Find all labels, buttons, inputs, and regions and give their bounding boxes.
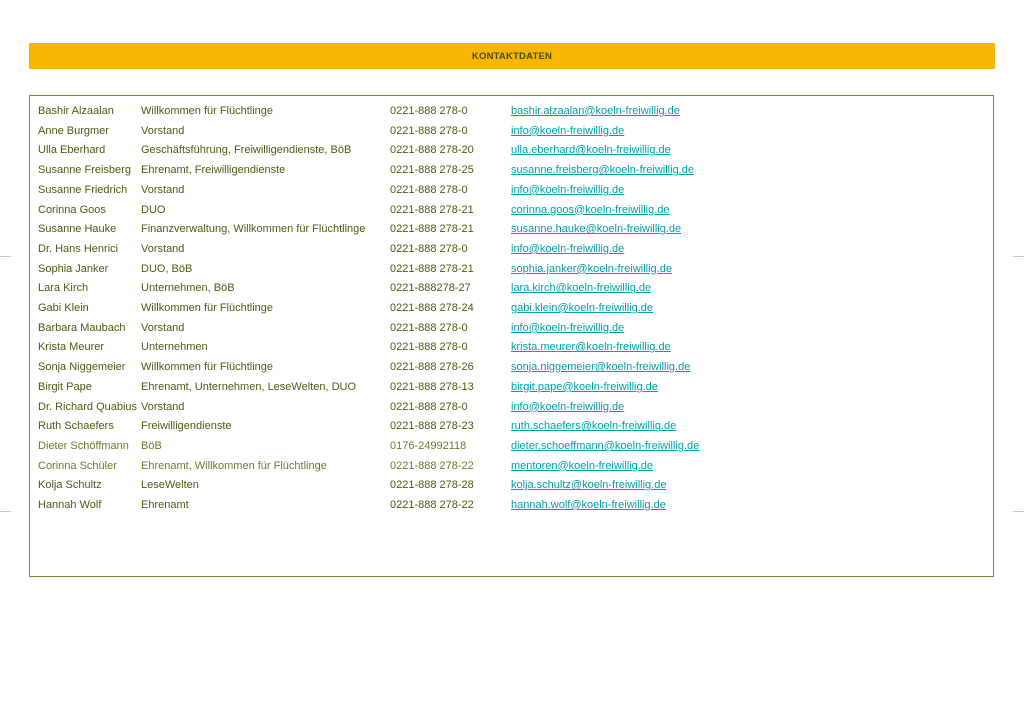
contact-email-link[interactable]: info@koeln-freiwillig.de <box>511 321 625 334</box>
contact-phone: 0221-888 278-26 <box>390 361 474 374</box>
contact-row <box>30 299 993 317</box>
header-bar <box>29 43 995 69</box>
contact-email-link[interactable]: dieter.schoeffmann@koeln-freiwillig.de <box>511 439 700 452</box>
contact-email-link[interactable]: ulla.eberhard@koeln-freiwillig.de <box>511 144 671 157</box>
contact-name: Barbara Maubach <box>38 321 126 334</box>
contact-phone: 0221-888 278-0 <box>390 124 468 137</box>
contact-phone: 0221-888278-27 <box>390 282 471 295</box>
contact-phone: 0221-888 278-22 <box>390 459 474 472</box>
contact-phone: 0221-888 278-20 <box>390 144 474 157</box>
contact-name: Susanne Friedrich <box>38 183 128 196</box>
contact-name: Birgit Pape <box>38 380 92 393</box>
contact-role: Unternehmen, BöB <box>141 282 235 295</box>
contact-name: Lara Kirch <box>38 282 89 295</box>
contact-phone: 0221-888 278-13 <box>390 380 474 393</box>
contact-name: Sonja Niggemeier <box>38 361 126 374</box>
contact-role: Freiwilligendienste <box>141 420 232 433</box>
contact-email-link[interactable]: krista.meurer@koeln-freiwillig.de <box>511 341 671 354</box>
crop-mark <box>1013 511 1024 512</box>
contact-role: Geschäftsführung, Freiwilligendienste, BöB <box>141 144 352 157</box>
contact-name: Anne Burgmer <box>38 124 109 137</box>
contact-role: Ehrenamt, Willkommen für Flüchtlinge <box>141 459 327 472</box>
contact-phone: 0176-24992118 <box>390 439 467 452</box>
contact-row <box>30 122 993 140</box>
contact-phone: 0221-888 278-0 <box>390 183 468 196</box>
contact-email-link[interactable]: info@koeln-freiwillig.de <box>511 183 625 196</box>
contact-phone: 0221-888 278-21 <box>390 262 474 275</box>
contact-role: Finanzverwaltung, Willkommen für Flüchtlinge <box>141 223 366 236</box>
contact-role: Vorstand <box>141 183 185 196</box>
contact-role: Vorstand <box>141 242 185 255</box>
contact-phone: 0221-888 278-21 <box>390 223 474 236</box>
contact-name: Susanne Hauke <box>38 223 117 236</box>
contact-row <box>30 378 993 396</box>
contact-name: Dr. Hans Henrici <box>38 242 119 255</box>
contact-email-link[interactable]: mentoren@koeln-freiwillig.de <box>511 459 654 472</box>
contact-row <box>30 319 993 337</box>
contact-email-link[interactable]: kolja.schultz@koeln-freiwillig.de <box>511 479 667 492</box>
contact-role: Ehrenamt, Unternehmen, LeseWelten, DUO <box>141 380 357 393</box>
contact-phone: 0221-888 278-0 <box>390 321 468 334</box>
contact-phone: 0221-888 278-23 <box>390 420 474 433</box>
contact-row <box>30 398 993 416</box>
contact-name: Corinna Schüler <box>38 459 117 472</box>
contact-phone: 0221-888 278-24 <box>390 302 474 314</box>
contact-phone: 0221-888 278-0 <box>390 242 468 255</box>
contact-row <box>30 417 993 435</box>
contact-name: Dieter Schöffmann <box>38 439 129 452</box>
contact-email-link[interactable]: info@koeln-freiwillig.de <box>511 400 625 413</box>
contact-row <box>30 476 993 494</box>
contact-role: Willkommen für Flüchtlinge <box>141 105 274 117</box>
contact-row <box>30 220 993 238</box>
contact-email-link[interactable]: ruth.schaefers@koeln-freiwillig.de <box>511 420 677 433</box>
contact-email-link[interactable]: hannah.wolf@koeln-freiwillig.de <box>511 499 666 511</box>
contact-row <box>30 161 993 179</box>
contact-phone: 0221-888 278-0 <box>390 400 468 413</box>
contact-name: Susanne Freisberg <box>38 164 131 177</box>
contact-name: Dr. Richard Quabius <box>38 400 138 413</box>
contact-row <box>30 279 993 297</box>
contact-name: Gabi Klein <box>38 302 89 314</box>
contact-row <box>30 260 993 278</box>
contact-role: Ehrenamt <box>141 499 189 511</box>
contact-role: DUO, BöB <box>141 262 193 275</box>
contact-email-link[interactable]: sonja.niggemeier@koeln-freiwillig.de <box>511 361 691 374</box>
contact-role: Vorstand <box>141 400 185 413</box>
contact-row <box>30 338 993 356</box>
contact-email-link[interactable]: corinna.goos@koeln-freiwillig.de <box>511 203 670 216</box>
contact-role: Unternehmen <box>141 341 208 354</box>
contact-name: Corinna Goos <box>38 203 106 216</box>
contact-phone: 0221-888 278-0 <box>390 341 468 354</box>
contact-email-link[interactable]: susanne.freisberg@koeln-freiwillig.de <box>511 164 694 177</box>
contact-role: BöB <box>141 439 162 452</box>
contact-name: Bashir Alzaalan <box>38 105 114 117</box>
contact-role: Willkommen für Flüchtlinge <box>141 361 274 374</box>
contact-row <box>30 240 993 258</box>
crop-mark <box>1013 256 1024 257</box>
contact-list <box>29 95 994 577</box>
contact-name: Ulla Eberhard <box>38 144 106 157</box>
contact-role: Willkommen für Flüchtlinge <box>141 302 274 314</box>
contact-phone: 0221-888 278-28 <box>390 479 474 492</box>
contact-phone: 0221-888 278-25 <box>390 164 474 177</box>
contact-email-link[interactable]: sophia.janker@koeln-freiwillig.de <box>511 262 672 275</box>
contact-role: LeseWelten <box>141 479 199 492</box>
contact-row <box>30 358 993 376</box>
crop-mark <box>0 256 11 257</box>
crop-mark <box>0 511 11 512</box>
contact-phone: 0221-888 278-21 <box>390 203 474 216</box>
contact-row <box>30 141 993 159</box>
contact-email-link[interactable]: birgit.pape@koeln-freiwillig.de <box>511 380 658 393</box>
contact-phone: 0221-888 278-0 <box>390 105 468 117</box>
contact-row <box>30 457 993 475</box>
contact-name: Kolja Schultz <box>38 479 102 492</box>
contact-row <box>30 201 993 219</box>
contact-email-link[interactable]: info@koeln-freiwillig.de <box>511 124 625 137</box>
contact-role: Vorstand <box>141 321 185 334</box>
contact-name: Ruth Schaefers <box>38 420 114 433</box>
contact-name: Krista Meurer <box>38 341 105 354</box>
contact-row <box>30 181 993 199</box>
contact-email-link[interactable]: susanne.hauke@koeln-freiwillig.de <box>511 223 682 236</box>
contact-role: DUO <box>141 203 166 216</box>
contact-name: Hannah Wolf <box>38 499 102 511</box>
contact-email-link[interactable]: bashir.alzaalan@koeln-freiwillig.de <box>511 105 680 117</box>
contact-row <box>30 102 993 120</box>
contact-email-link[interactable]: gabi.klein@koeln-freiwillig.de <box>511 302 654 314</box>
contact-row <box>30 437 993 455</box>
contact-row <box>30 496 993 514</box>
contact-email-link[interactable]: info@koeln-freiwillig.de <box>511 242 625 255</box>
contact-phone: 0221-888 278-22 <box>390 499 474 511</box>
contact-role: Ehrenamt, Freiwilligendienste <box>141 164 286 177</box>
page-title: KONTAKTDATEN <box>471 50 553 62</box>
contact-email-link[interactable]: lara.kirch@koeln-freiwillig.de <box>511 282 652 295</box>
contact-name: Sophia Janker <box>38 262 109 275</box>
contact-role: Vorstand <box>141 124 185 137</box>
